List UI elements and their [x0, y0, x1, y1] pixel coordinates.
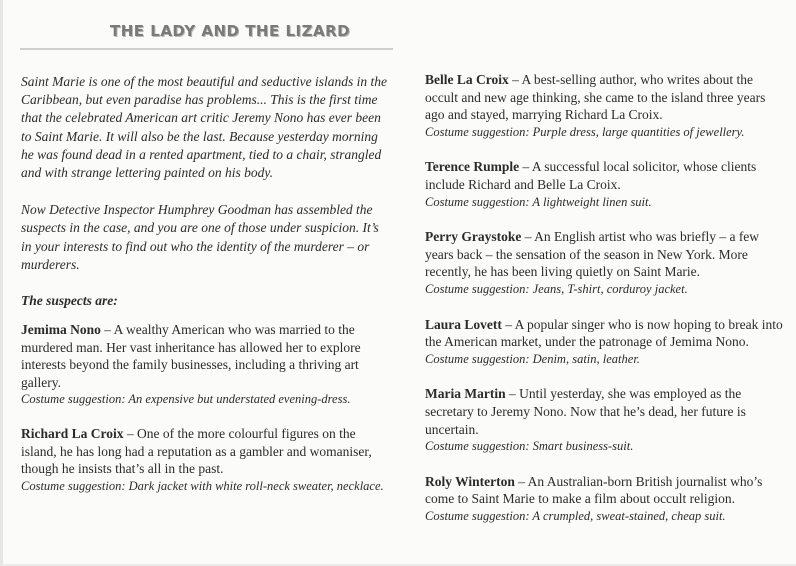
suspect-roly-winterton	[425, 473, 783, 526]
costume-suggestion: Costume suggestion: Purple dress, large quantities of jewellery.	[425, 124, 745, 139]
suspect-description-text: – A popular singer who is now hoping to break into the American market, under the patronage of Jemima Nono.	[425, 316, 783, 350]
costume-suggestion: Costume suggestion: An expensive but understated evening-dress.	[21, 392, 351, 407]
intro-paragraph-1: Saint Marie is one of the most beautiful and seductive islands in the Caribbean, but even paradise has problems... This is the first time that the celebrated American art critic Jeremy Nono has ever been to Saint Marie. It will also be the last. Because yesterday morning he was found dead in a rented apartment, tied to a chair, strangled and with strange lettering painted on his body.	[21, 74, 387, 181]
suspect-name: Terence Rumple	[425, 159, 520, 175]
suspect-description	[425, 71, 783, 124]
suspect-description	[425, 385, 783, 438]
page-title: THE LADY AND THE LIZARD	[110, 22, 351, 40]
suspect-description-text: – A successful local solicitor, whose clients include Richard and Belle La Croix.	[425, 159, 757, 192]
suspect-maria-martin	[425, 385, 783, 455]
suspect-name: Maria Martin	[425, 386, 506, 402]
suspect-name: Laura Lovett	[425, 316, 502, 332]
suspect-description-text: – One of the more colourful figures on the island, he has long had a reputation as a gambler and womaniser, though he insists that’s all in the past.	[21, 426, 372, 477]
suspect-name: Belle La Croix	[425, 72, 509, 87]
suspect-description	[425, 228, 783, 281]
suspect-description-text: – A best-selling author, who writes about the occult and new age thinking, she came to the island three years ago and stayed, marrying Richard La Croix.	[425, 72, 766, 123]
title-rule	[20, 48, 393, 50]
suspect-terence-rumple	[425, 158, 783, 211]
right-column	[425, 71, 783, 542]
suspect-belle-la-croix	[425, 71, 783, 141]
intro-paragraph-2: Now Detective Inspector Humphrey Goodman has assembled the suspects in the case, and you are one of those under suspicion. It’s in your interests to find out who the identity of the murderer – or murderers.	[21, 202, 379, 272]
costume-suggestion: Costume suggestion: A lightweight linen suit.	[425, 194, 652, 209]
suspect-description	[425, 158, 783, 193]
suspect-description	[21, 425, 391, 478]
suspect-description-text: – Until yesterday, she was employed as the secretary to Jeremy Nono. Now that he’s dead, her future is uncertain.	[425, 386, 746, 437]
suspects-heading: The suspects are:	[21, 293, 118, 309]
left-column	[21, 73, 391, 511]
costume-suggestion: Costume suggestion: A crumpled, sweat-stained, cheap suit.	[425, 508, 726, 523]
suspect-description	[425, 316, 783, 351]
suspect-laura-lovett	[425, 316, 783, 369]
suspect-name: Jemima Nono	[21, 322, 101, 338]
costume-suggestion: Costume suggestion: Jeans, T-shirt, corduroy jacket.	[425, 281, 688, 296]
suspect-description-text: – An English artist who was briefly – a few years back – the sensation of the season in New York. More recently, he has been living quietly on Saint Marie.	[425, 229, 760, 280]
suspect-description	[425, 473, 783, 508]
suspect-name: Perry Graystoke	[425, 229, 522, 245]
suspect-description-text: – A wealthy American who was married to the murdered man. Her vast inheritance has allowed her to explore interests beyond the family businesses, including a thriving art gallery.	[21, 322, 361, 390]
suspect-jemima-nono	[21, 321, 391, 409]
suspect-description-text: – An Australian-born British journalist who’s come to Saint Marie to make a film about occult religion.	[425, 473, 763, 507]
costume-suggestion: Costume suggestion: Denim, satin, leather.	[425, 351, 640, 366]
suspect-description	[21, 321, 391, 391]
costume-suggestion: Costume suggestion: Smart business-suit.	[425, 439, 634, 454]
suspect-perry-graystoke	[425, 228, 783, 298]
costume-suggestion: Costume suggestion: Dark jacket with white roll-neck sweater, necklace.	[21, 478, 384, 493]
suspect-richard-la-croix	[21, 425, 391, 495]
suspect-name: Roly Winterton	[425, 473, 515, 489]
suspect-name: Richard La Croix	[21, 426, 124, 441]
